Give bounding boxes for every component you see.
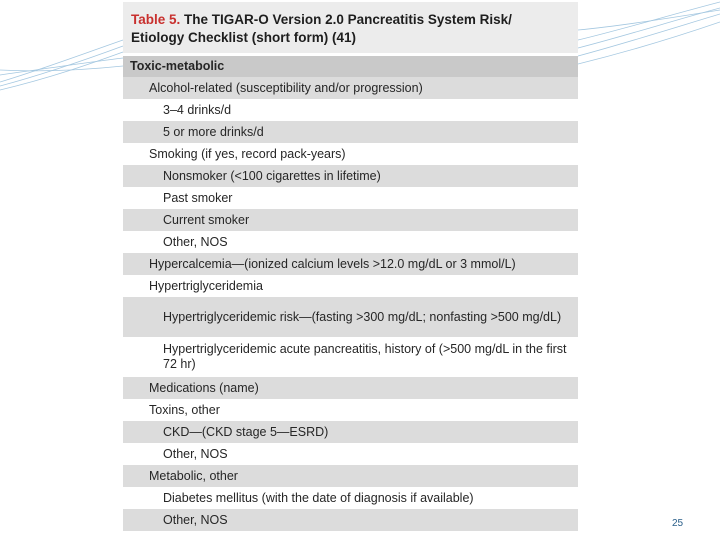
table-title-line2: Etiology Checklist (short form) (41): [131, 30, 357, 45]
table-row: Current smoker: [123, 209, 578, 231]
table-row: Metabolic, other: [123, 465, 578, 487]
table-rows: [123, 56, 578, 531]
table-row: CKD—(CKD stage 5—ESRD): [123, 421, 578, 443]
table-row: Hypertriglyceridemia: [123, 275, 578, 297]
table-row: Medications (name): [123, 377, 578, 399]
table-row: Past smoker: [123, 187, 578, 209]
table-title-line1: [131, 11, 570, 29]
table-row: 5 or more drinks/d: [123, 121, 578, 143]
table-title-text: The TIGAR-O Version 2.0 Pancreatitis System Risk/: [184, 12, 512, 27]
table-row: Hypertriglyceridemic risk—(fasting >300 mg/dL; nonfasting >500 mg/dL): [123, 297, 578, 337]
table-row: Toxins, other: [123, 399, 578, 421]
table-row: Diabetes mellitus (with the date of diagnosis if available): [123, 487, 578, 509]
table-row: Hypertriglyceridemic acute pancreatitis, history of (>500 mg/dL in the first 72 hr): [123, 337, 578, 377]
table-row: Nonsmoker (<100 cigarettes in lifetime): [123, 165, 578, 187]
table-row: Alcohol-related (susceptibility and/or progression): [123, 77, 578, 99]
tigar-o-table: [123, 2, 578, 538]
table-row: Other, NOS: [123, 231, 578, 253]
table-title: [123, 2, 578, 53]
table-row: 3–4 drinks/d: [123, 99, 578, 121]
table-row: Other, NOS: [123, 443, 578, 465]
table-row: Smoking (if yes, record pack-years): [123, 143, 578, 165]
table-row: Other, NOS: [123, 509, 578, 531]
table-row: Hypercalcemia—(ionized calcium levels >12.0 mg/dL or 3 mmol/L): [123, 253, 578, 275]
page-number: 25: [672, 518, 684, 529]
section-header-row: Toxic-metabolic: [123, 56, 578, 77]
table-number: Table 5.: [131, 12, 181, 27]
